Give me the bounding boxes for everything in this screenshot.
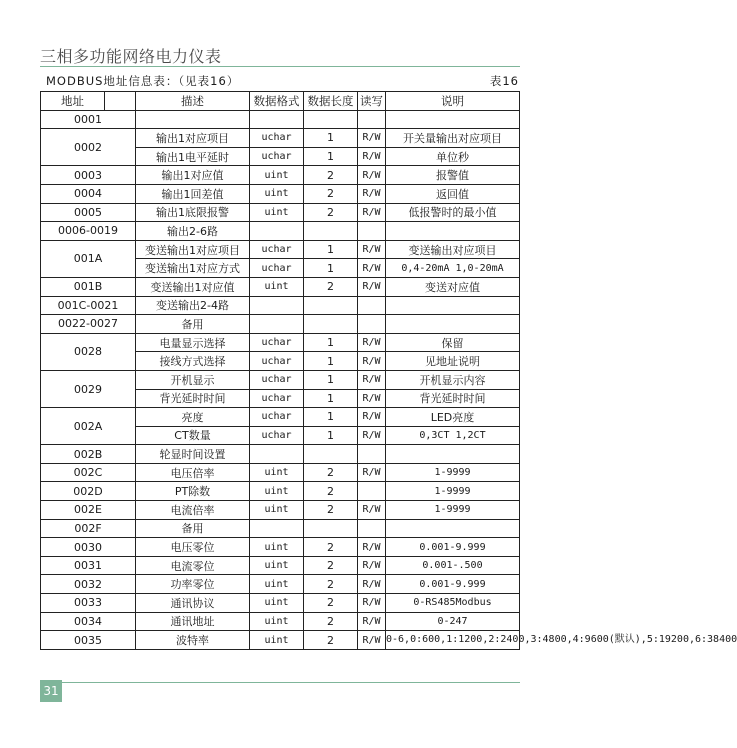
cell-read-write: R/W xyxy=(358,575,386,594)
table-row xyxy=(41,315,520,334)
cell-read-write: R/W xyxy=(358,259,386,278)
table-row xyxy=(41,575,520,594)
cell-description: 输出2-6路 xyxy=(136,222,250,241)
cell-remarks: 变送对应值 xyxy=(386,277,520,296)
cell-description: 变送输出1对应值 xyxy=(136,277,250,296)
cell-description: 变送输出2-4路 xyxy=(136,296,250,315)
cell-read-write xyxy=(358,296,386,315)
title-divider xyxy=(40,66,520,67)
header-remarks: 说明 xyxy=(386,92,520,111)
cell-remarks: 返回值 xyxy=(386,184,520,203)
cell-remarks xyxy=(386,519,520,538)
cell-read-write: R/W xyxy=(358,240,386,259)
cell-read-write: R/W xyxy=(358,389,386,408)
cell-data-format xyxy=(250,222,304,241)
cell-data-length: 2 xyxy=(304,463,358,482)
cell-data-format: uchar xyxy=(250,352,304,371)
cell-read-write: R/W xyxy=(358,501,386,520)
table-row xyxy=(41,519,520,538)
cell-description: 亮度 xyxy=(136,408,250,427)
header-read-write: 读写 xyxy=(358,92,386,111)
cell-description: 输出1回差值 xyxy=(136,184,250,203)
cell-description: 电量显示选择 xyxy=(136,333,250,352)
cell-description: 输出1对应值 xyxy=(136,166,250,185)
cell-read-write: R/W xyxy=(358,147,386,166)
cell-data-length: 2 xyxy=(304,166,358,185)
cell-remarks xyxy=(386,445,520,464)
cell-address: 002B xyxy=(41,445,136,464)
cell-data-format: uchar xyxy=(250,426,304,445)
cell-read-write: R/W xyxy=(358,129,386,148)
cell-data-length: 1 xyxy=(304,129,358,148)
cell-remarks: 开关量输出对应项目 xyxy=(386,129,520,148)
table-row xyxy=(41,594,520,613)
cell-address: 002C xyxy=(41,463,136,482)
cell-data-length: 2 xyxy=(304,594,358,613)
cell-data-length: 2 xyxy=(304,556,358,575)
table-header-row xyxy=(41,92,520,111)
header-data-format: 数据格式 xyxy=(250,92,304,111)
cell-data-length: 1 xyxy=(304,370,358,389)
header-data-length: 数据长度 xyxy=(304,92,358,111)
cell-description: 波特率 xyxy=(136,631,250,650)
cell-address: 0035 xyxy=(41,631,136,650)
cell-address: 001A xyxy=(41,240,136,277)
cell-address: 0033 xyxy=(41,594,136,613)
table-row xyxy=(41,222,520,241)
cell-data-length: 2 xyxy=(304,277,358,296)
cell-description: 电流零位 xyxy=(136,556,250,575)
cell-remarks: 0.001-9.999 xyxy=(386,575,520,594)
cell-data-format: uchar xyxy=(250,259,304,278)
table-row xyxy=(41,631,520,650)
cell-data-format: uchar xyxy=(250,240,304,259)
cell-description: 通讯地址 xyxy=(136,612,250,631)
cell-description: 输出1电平延时 xyxy=(136,147,250,166)
cell-read-write: R/W xyxy=(358,184,386,203)
cell-remarks: 见地址说明 xyxy=(386,352,520,371)
cell-data-length xyxy=(304,519,358,538)
cell-address: 002A xyxy=(41,408,136,445)
cell-read-write: R/W xyxy=(358,594,386,613)
cell-read-write: R/W xyxy=(358,612,386,631)
cell-data-format: uint xyxy=(250,612,304,631)
cell-address: 002E xyxy=(41,501,136,520)
cell-address: 0031 xyxy=(41,556,136,575)
cell-data-format xyxy=(250,445,304,464)
cell-remarks xyxy=(386,296,520,315)
footer-divider xyxy=(40,682,520,683)
cell-data-format: uint xyxy=(250,501,304,520)
cell-description: 输出1对应项目 xyxy=(136,129,250,148)
cell-address: 0002 xyxy=(41,129,136,166)
cell-description: CT数量 xyxy=(136,426,250,445)
cell-address: 0032 xyxy=(41,575,136,594)
table-row xyxy=(41,296,520,315)
table-row xyxy=(41,612,520,631)
cell-address: 0001 xyxy=(41,110,136,129)
cell-remarks xyxy=(386,110,520,129)
cell-data-format: uint xyxy=(250,166,304,185)
cell-remarks: 变送输出对应项目 xyxy=(386,240,520,259)
cell-address: 0034 xyxy=(41,612,136,631)
cell-read-write xyxy=(358,222,386,241)
cell-description: 备用 xyxy=(136,315,250,334)
cell-data-format: uchar xyxy=(250,333,304,352)
cell-description: 开机显示 xyxy=(136,370,250,389)
cell-read-write xyxy=(358,445,386,464)
cell-remarks: 0-RS485Modbus xyxy=(386,594,520,613)
cell-data-length: 1 xyxy=(304,426,358,445)
cell-data-length: 2 xyxy=(304,501,358,520)
table-row xyxy=(41,463,520,482)
cell-description: 接线方式选择 xyxy=(136,352,250,371)
cell-remarks xyxy=(386,222,520,241)
cell-data-length xyxy=(304,222,358,241)
cell-read-write xyxy=(358,519,386,538)
cell-address: 001C-0021 xyxy=(41,296,136,315)
cell-data-format: uint xyxy=(250,594,304,613)
table-number: 表16 xyxy=(489,74,519,88)
cell-read-write: R/W xyxy=(358,463,386,482)
cell-data-format xyxy=(250,110,304,129)
table-row xyxy=(41,166,520,185)
cell-data-length: 1 xyxy=(304,240,358,259)
cell-data-format: uint xyxy=(250,203,304,222)
cell-data-format xyxy=(250,519,304,538)
cell-data-length xyxy=(304,315,358,334)
table-row xyxy=(41,240,520,259)
cell-remarks: 低报警时的最小值 xyxy=(386,203,520,222)
cell-read-write: R/W xyxy=(358,333,386,352)
cell-data-length: 2 xyxy=(304,631,358,650)
cell-description: 变送输出1对应方式 xyxy=(136,259,250,278)
cell-read-write xyxy=(358,315,386,334)
cell-remarks: 0.001-9.999 xyxy=(386,538,520,557)
cell-read-write: R/W xyxy=(358,370,386,389)
cell-data-format: uint xyxy=(250,631,304,650)
cell-remarks: 0-247 xyxy=(386,612,520,631)
cell-data-format: uchar xyxy=(250,389,304,408)
cell-data-format: uchar xyxy=(250,147,304,166)
table-row xyxy=(41,110,520,129)
table-row xyxy=(41,184,520,203)
cell-remarks: 0,4-20mA 1,0-20mA xyxy=(386,259,520,278)
header-spacer xyxy=(105,92,136,111)
cell-read-write: R/W xyxy=(358,538,386,557)
cell-data-format: uint xyxy=(250,538,304,557)
cell-data-format: uchar xyxy=(250,370,304,389)
cell-data-length: 1 xyxy=(304,389,358,408)
cell-description xyxy=(136,110,250,129)
cell-read-write: R/W xyxy=(358,426,386,445)
cell-data-format: uint xyxy=(250,482,304,501)
cell-read-write: R/W xyxy=(358,408,386,427)
cell-data-length xyxy=(304,445,358,464)
cell-remarks: 保留 xyxy=(386,333,520,352)
cell-data-format xyxy=(250,315,304,334)
table-row xyxy=(41,277,520,296)
cell-data-length: 1 xyxy=(304,333,358,352)
cell-description: 变送输出1对应项目 xyxy=(136,240,250,259)
header-description: 描述 xyxy=(136,92,250,111)
cell-data-length: 2 xyxy=(304,575,358,594)
cell-remarks: 背光延时时间 xyxy=(386,389,520,408)
cell-data-length xyxy=(304,110,358,129)
header-address: 地址 xyxy=(41,92,105,111)
cell-data-format: uint xyxy=(250,184,304,203)
cell-remarks: 0,3CT 1,2CT xyxy=(386,426,520,445)
cell-data-length: 2 xyxy=(304,482,358,501)
table-caption: MODBUS地址信息表：（见表16） xyxy=(46,74,240,88)
cell-remarks xyxy=(386,315,520,334)
cell-description: 通讯协议 xyxy=(136,594,250,613)
cell-data-length: 2 xyxy=(304,203,358,222)
cell-data-format: uint xyxy=(250,575,304,594)
cell-data-format xyxy=(250,296,304,315)
cell-data-format: uchar xyxy=(250,129,304,148)
cell-data-length: 1 xyxy=(304,408,358,427)
table-row xyxy=(41,501,520,520)
cell-data-length: 2 xyxy=(304,612,358,631)
table-row xyxy=(41,482,520,501)
cell-address: 0030 xyxy=(41,538,136,557)
cell-address: 001B xyxy=(41,277,136,296)
cell-read-write xyxy=(358,110,386,129)
cell-description: 电压零位 xyxy=(136,538,250,557)
cell-remarks: 0-6,0:600,1:1200,2:2400,3:4800,4:9600(默认),5:19200,6:38400 xyxy=(386,631,520,650)
table-row xyxy=(41,203,520,222)
cell-read-write: R/W xyxy=(358,556,386,575)
cell-data-length: 2 xyxy=(304,538,358,557)
cell-address: 0004 xyxy=(41,184,136,203)
cell-description: 输出1底限报警 xyxy=(136,203,250,222)
cell-address: 0028 xyxy=(41,333,136,370)
cell-description: 背光延时时间 xyxy=(136,389,250,408)
cell-remarks: 报警值 xyxy=(386,166,520,185)
cell-address: 002F xyxy=(41,519,136,538)
cell-read-write: R/W xyxy=(358,166,386,185)
table-row xyxy=(41,408,520,427)
cell-read-write: R/W xyxy=(358,203,386,222)
table-row xyxy=(41,445,520,464)
table-row xyxy=(41,538,520,557)
cell-remarks: 0.001-.500 xyxy=(386,556,520,575)
cell-description: 电压倍率 xyxy=(136,463,250,482)
modbus-address-table xyxy=(40,91,737,650)
cell-remarks: 1-9999 xyxy=(386,463,520,482)
cell-remarks: LED亮度 xyxy=(386,408,520,427)
cell-data-length: 1 xyxy=(304,259,358,278)
cell-address: 0022-0027 xyxy=(41,315,136,334)
page-number: 31 xyxy=(40,680,62,702)
cell-description: 电流倍率 xyxy=(136,501,250,520)
table-row xyxy=(41,129,520,148)
cell-read-write: R/W xyxy=(358,631,386,650)
cell-data-length: 1 xyxy=(304,352,358,371)
cell-remarks: 开机显示内容 xyxy=(386,370,520,389)
cell-remarks: 1-9999 xyxy=(386,501,520,520)
table-row xyxy=(41,370,520,389)
cell-address: 0006-0019 xyxy=(41,222,136,241)
cell-data-length: 2 xyxy=(304,184,358,203)
cell-read-write: R/W xyxy=(358,277,386,296)
document-title: 三相多功能网络电力仪表 xyxy=(40,47,222,66)
cell-address: 0005 xyxy=(41,203,136,222)
cell-address: 0029 xyxy=(41,370,136,407)
cell-address: 002D xyxy=(41,482,136,501)
cell-description: 轮显时间设置 xyxy=(136,445,250,464)
cell-data-format: uchar xyxy=(250,408,304,427)
cell-data-format: uint xyxy=(250,463,304,482)
cell-data-format: uint xyxy=(250,277,304,296)
cell-description: 备用 xyxy=(136,519,250,538)
cell-data-format: uint xyxy=(250,556,304,575)
cell-description: 功率零位 xyxy=(136,575,250,594)
cell-description: PT除数 xyxy=(136,482,250,501)
cell-remarks: 单位秒 xyxy=(386,147,520,166)
cell-data-length xyxy=(304,296,358,315)
cell-address: 0003 xyxy=(41,166,136,185)
cell-read-write xyxy=(358,482,386,501)
table-row xyxy=(41,333,520,352)
cell-remarks: 1-9999 xyxy=(386,482,520,501)
cell-data-length: 1 xyxy=(304,147,358,166)
cell-read-write: R/W xyxy=(358,352,386,371)
table-row xyxy=(41,556,520,575)
